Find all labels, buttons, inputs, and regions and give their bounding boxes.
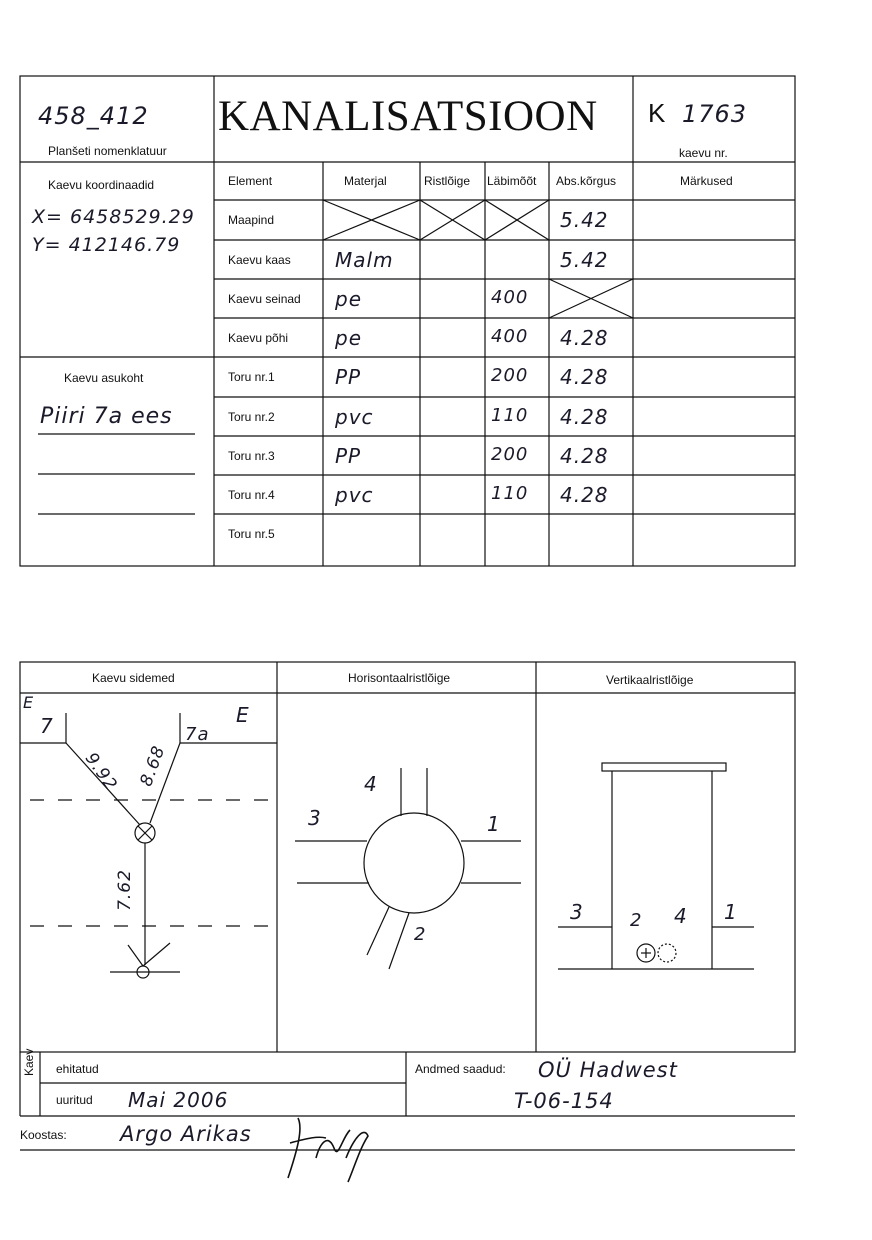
column-header-elevation: Abs.kõrgus (556, 174, 617, 188)
horizontal-pipe-1: 1 (487, 812, 501, 836)
row-elevation: 4.28 (560, 405, 609, 429)
sheet-label: Planšeti nomenklatuur (48, 144, 167, 158)
row-material: pe (335, 287, 362, 311)
column-header-section: Ristlõige (424, 174, 471, 188)
sheet-number: 458_412 (38, 102, 149, 130)
vertical-section-title: Vertikaalristlõige (606, 673, 694, 687)
row-element: Toru nr.1 (228, 370, 275, 384)
row-diameter: 200 (491, 444, 529, 465)
sidemed-right-number: 7a (185, 724, 210, 745)
location-label: Kaevu asukoht (64, 371, 144, 385)
sidemed-distance-left: 9.92 (80, 749, 122, 795)
column-header-notes: Märkused (680, 174, 733, 188)
row-elevation: 4.28 (560, 365, 609, 389)
row-element: Toru nr.3 (228, 449, 275, 463)
sidemed-distance-vertical: 7.62 (114, 869, 135, 911)
row-element: Kaevu kaas (228, 253, 291, 267)
row-material: PP (335, 365, 362, 389)
vertical-pipe-1: 1 (724, 900, 738, 924)
sidemed-left-number: 7 (40, 714, 54, 738)
row-elevation: 4.28 (560, 444, 609, 468)
vertical-pipe-4: 4 (674, 904, 688, 928)
horizontal-section-title: Horisontaalristlõige (348, 671, 451, 685)
data-from-company: OÜ Hadwest (538, 1058, 678, 1082)
compiled-value: Argo Arikas (120, 1122, 252, 1146)
row-element: Kaevu seinad (228, 292, 301, 306)
compiled-label: Koostas: (20, 1128, 67, 1142)
row-elevation: 4.28 (560, 483, 609, 507)
sidemed-right-e: E (236, 703, 250, 727)
horizontal-pipe-4: 4 (364, 772, 378, 796)
column-header-diameter: Läbimõõt (487, 174, 537, 188)
coordinate-y: Y= 412146.79 (32, 234, 181, 256)
vertical-pipe-3: 3 (570, 900, 584, 924)
row-element: Toru nr.4 (228, 488, 275, 502)
horizontal-section-diagram (277, 693, 536, 1052)
sidemed-left-e: E (23, 693, 35, 712)
row-diameter: 400 (491, 287, 529, 308)
location-value: Piiri 7a ees (40, 404, 173, 429)
coordinate-x: X= 6458529.29 (32, 206, 195, 228)
row-element: Kaevu põhi (228, 331, 289, 345)
row-material: Malm (335, 248, 394, 272)
row-diameter: 200 (491, 365, 529, 386)
row-elevation: 5.42 (560, 208, 609, 232)
row-diameter: 400 (491, 326, 529, 347)
sidemed-distance-right: 8.68 (136, 742, 170, 790)
row-material: PP (335, 444, 362, 468)
column-header-element: Element (228, 174, 273, 188)
signature (268, 1108, 380, 1190)
row-material: pe (335, 326, 362, 350)
vertical-section-diagram (536, 693, 795, 1052)
row-diameter: 110 (491, 483, 529, 504)
k-letter: K (648, 98, 666, 128)
row-material: pvc (335, 405, 374, 429)
page-title: KANALISATSIOON (218, 93, 598, 140)
row-diameter: 110 (491, 405, 529, 426)
built-label: ehitatud (56, 1062, 99, 1076)
surveyed-value: Mai 2006 (128, 1088, 229, 1112)
row-elevation: 4.28 (560, 326, 609, 350)
row-material: pvc (335, 483, 374, 507)
row-element: Toru nr.2 (228, 410, 275, 424)
horizontal-pipe-3: 3 (308, 806, 322, 830)
data-from-reference: T-06-154 (514, 1089, 614, 1113)
surveyed-label: uuritud (56, 1093, 93, 1107)
horizontal-pipe-2: 2 (414, 924, 427, 945)
row-element: Toru nr.5 (228, 527, 275, 541)
well-number: 1763 (682, 100, 748, 128)
row-element: Maapind (228, 213, 275, 227)
vertical-pipe-2: 2 (630, 910, 643, 931)
sidemed-title: Kaevu sidemed (92, 671, 175, 685)
coordinates-label: Kaevu koordinaadid (48, 178, 155, 192)
data-from-label: Andmed saadud: (415, 1062, 506, 1076)
column-header-material: Materjal (344, 174, 387, 188)
well-number-label: kaevu nr. (679, 146, 728, 160)
row-elevation: 5.42 (560, 248, 609, 272)
well-side-label: Kaev (22, 1048, 36, 1076)
